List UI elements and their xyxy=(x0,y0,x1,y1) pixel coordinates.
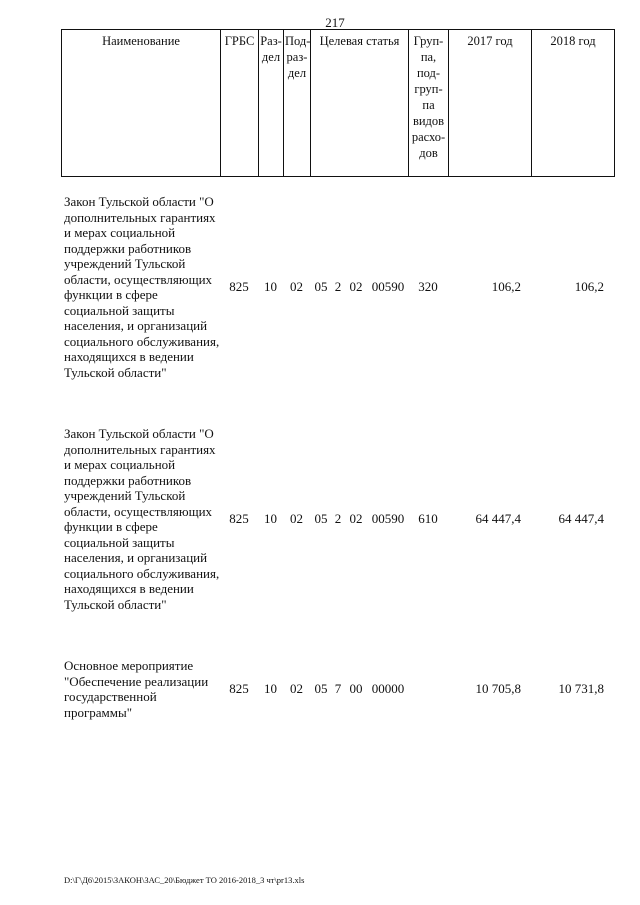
row-cs-program: 05 xyxy=(314,511,328,527)
row-cs-measure: 02 xyxy=(349,279,363,295)
header-razdel: Раз- дел xyxy=(259,30,284,177)
table-header xyxy=(61,29,615,177)
header-gruppa-vidov: Груп- па, под- груп- па видов расхо- дов xyxy=(409,30,449,177)
table-row xyxy=(61,658,614,720)
table-row xyxy=(61,194,614,380)
row-razdel: 10 xyxy=(264,681,277,697)
row-grbs: 825 xyxy=(229,279,249,295)
row-2018: 10 731,8 xyxy=(558,681,604,697)
row-podrazdel: 02 xyxy=(290,681,303,697)
row-grbs: 825 xyxy=(229,681,249,697)
footer-file-path: D:\Г\Д6\2015\ЗАКОН\ЗАС_20\Бюджет ТО 2016-2018_3 чт\pr13.xls xyxy=(64,875,305,885)
row-vid-rashodov xyxy=(408,658,448,720)
row-vid-rashodov: 320 xyxy=(418,279,438,295)
row-cs-direction: 00590 xyxy=(371,511,405,527)
row-podrazdel: 02 xyxy=(290,511,303,527)
row-name: Закон Тульской области "О дополнительных гарантиях и мерах социальной поддержки работников учреждений Тульской области, осуществляющих функции в сфере социальной защиты населения, и организаций социального обслуживания, находящихся в ведении Тульской области" xyxy=(64,194,220,380)
row-spacer xyxy=(61,380,614,426)
row-razdel: 10 xyxy=(264,279,277,295)
row-2018: 64 447,4 xyxy=(558,511,604,527)
row-cs-measure: 02 xyxy=(349,511,363,527)
row-cs-program: 05 xyxy=(314,681,328,697)
row-cs-measure: 00 xyxy=(349,681,363,697)
row-2017: 106,2 xyxy=(491,279,521,295)
row-cs-subprogram: 7 xyxy=(334,681,342,697)
row-name: Закон Тульской области "О дополнительных гарантиях и мерах социальной поддержки работников учреждений Тульской области, осуществляющих функции в сфере социальной защиты населения, и организаций социального обслуживания, находящихся в ведении Тульской области" xyxy=(64,426,220,612)
row-2017: 64 447,4 xyxy=(475,511,521,527)
table-row xyxy=(61,426,614,612)
row-podrazdel: 02 xyxy=(290,279,303,295)
header-name: Наименование xyxy=(62,30,221,177)
row-2018: 106,2 xyxy=(574,279,604,295)
page-number: 217 xyxy=(325,15,345,30)
row-vid-rashodov: 610 xyxy=(418,511,438,527)
row-cs-subprogram: 2 xyxy=(334,279,342,295)
header-grbs: ГРБС xyxy=(221,30,259,177)
row-cs-direction: 00000 xyxy=(371,681,405,697)
header-celevaya-statya: Целевая статья xyxy=(311,30,409,177)
row-spacer xyxy=(61,612,614,658)
row-name: Основное мероприятие "Обеспечение реализации государственной программы" xyxy=(64,658,209,720)
row-razdel: 10 xyxy=(264,511,277,527)
row-grbs: 825 xyxy=(229,511,249,527)
row-cs-direction: 00590 xyxy=(371,279,405,295)
header-podrazdel: Под- раз- дел xyxy=(284,30,311,177)
header-2017: 2017 год xyxy=(449,30,532,177)
row-2017: 10 705,8 xyxy=(475,681,521,697)
budget-table xyxy=(61,194,614,720)
row-cs-subprogram: 2 xyxy=(334,511,342,527)
row-cs-program: 05 xyxy=(314,279,328,295)
header-2018: 2018 год xyxy=(532,30,615,177)
